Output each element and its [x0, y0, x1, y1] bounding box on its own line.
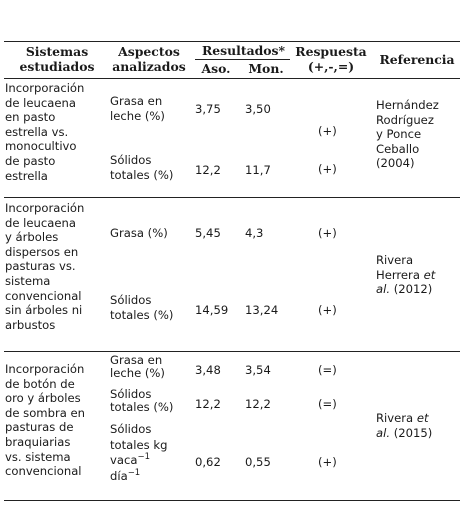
row3-aso-2: 12,2: [195, 397, 221, 411]
row3-aso-3: 0,62: [195, 455, 221, 469]
header-mon: Mon.: [248, 61, 284, 76]
row1-resp-1: (+): [318, 124, 337, 138]
header-bottom-rule: [4, 78, 460, 79]
row1-referencia: Hernández Rodríguez y Ponce Ceballo (2004): [376, 98, 439, 171]
row2-bottom-rule: [4, 351, 460, 352]
row2-sistema: Incorporación de leucaena y árboles dispersos en pasturas vs. sistema convencional sin árboles ni arbustos: [5, 201, 85, 332]
row3-referencia: Rivera et al. (2015): [376, 411, 433, 440]
row2-aspecto-1: Grasa (%): [110, 226, 168, 240]
row2-referencia: Rivera Herrera et al. (2012): [376, 253, 436, 297]
row2-aso-2: 14,59: [195, 303, 229, 317]
row3-mon-1: 3,54: [245, 363, 271, 377]
row3-sistema: Incorporación de botón de oro y árboles de sombra en pasturas de braquiarias vs. sistema convencional: [5, 362, 86, 479]
row1-sistema: Incorporación de leucaena en pasto estrella vs. monocultivo de pasto estrella: [5, 81, 85, 183]
row1-bottom-rule: [4, 197, 460, 198]
row2-aspecto-2: Sólidos totales (%): [110, 293, 174, 322]
row3-mon-3: 0,55: [245, 455, 271, 469]
row2-aso-1: 5,45: [195, 226, 221, 240]
row3-resp-3: (+): [318, 455, 337, 469]
row2-resp-2: (+): [318, 303, 337, 317]
row2-mon-1: 4,3: [245, 226, 264, 240]
row3-aso-1: 3,48: [195, 363, 221, 377]
resultados-underline: [195, 59, 290, 60]
row3-resp-2: (=): [318, 397, 337, 411]
header-aso: Aso.: [201, 61, 231, 76]
header-respuesta: Respuesta (+,-,=): [295, 44, 367, 74]
header-aspectos: Aspectos analizados: [112, 44, 186, 74]
header-referencia: Referencia: [379, 52, 455, 67]
row2-resp-1: (+): [318, 226, 337, 240]
row1-aspecto-2: Sólidos totales (%): [110, 153, 174, 182]
row3-aspecto-2: Sólidos totales (%): [110, 387, 174, 415]
row3-aspecto-1: Grasa en leche (%): [110, 353, 165, 381]
row3-aspecto-3: Sólidos totales kg vaca$^{-1}$ día$^{-1}$: [110, 422, 168, 483]
row3-resp-1: (=): [318, 363, 337, 377]
row1-mon-2: 11,7: [245, 163, 271, 177]
row1-aso-1: 3,75: [195, 102, 221, 116]
row1-resp-2: (+): [318, 162, 337, 176]
row1-aspecto-1: Grasa en leche (%): [110, 94, 165, 123]
header-resultados: Resultados*: [201, 43, 285, 58]
row2-mon-2: 13,24: [245, 303, 279, 317]
row3-mon-2: 12,2: [245, 397, 271, 411]
header-sistemas: Sistemas estudiados: [19, 44, 95, 74]
table-bottom-rule: [4, 500, 460, 501]
row1-mon-1: 3,50: [245, 102, 271, 116]
row1-aso-2: 12,2: [195, 163, 221, 177]
